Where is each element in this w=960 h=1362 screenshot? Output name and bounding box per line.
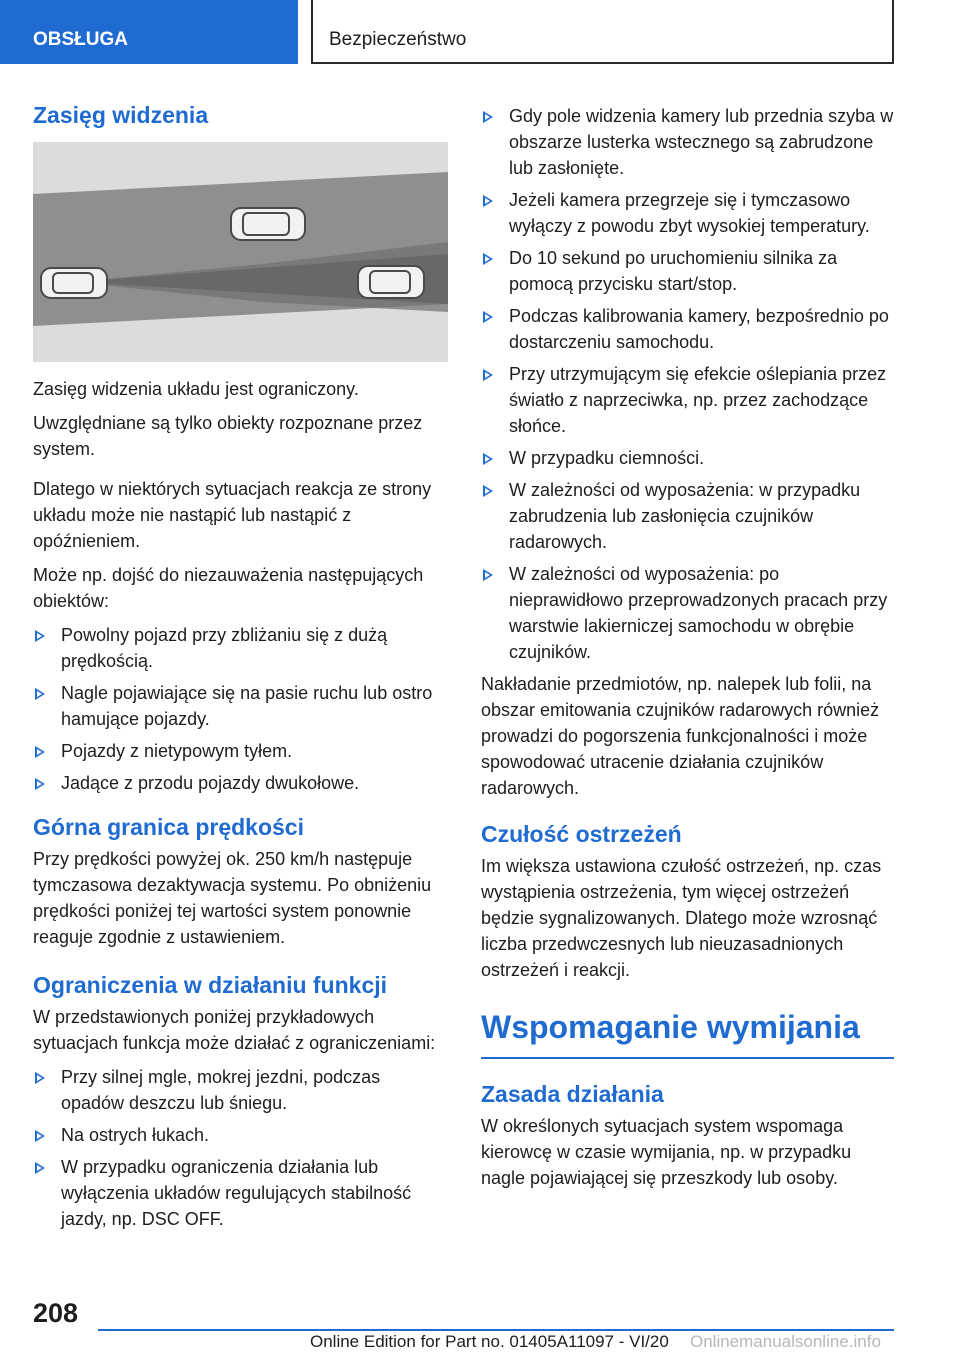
paragraph: W określonych sytuacjach system wspomaga kierowcę w czasie wymijania, np. w przypadku nagle pojawiającej się przeszkody lub osoby. — [481, 1116, 852, 1188]
bullet-list — [33, 622, 448, 796]
triangle-bullet-icon — [483, 195, 493, 207]
heading-speed: Górna granica prędkości — [33, 814, 304, 840]
car-icon — [41, 268, 107, 298]
paragraph: Im większa ustawiona czułość ostrzeżeń, np. czas wystąpienia ostrzeżenia, tym więcej ostrzeżeń będzie sygnalizowanych. Dlatego może wzrosnąć liczba przedwczesnych lub nieuzasadnionych ostrzeżeń i reakcji. — [481, 856, 882, 980]
triangle-bullet-icon — [483, 111, 493, 123]
list-item: W przypadku ograniczenia działania lub wyłączenia układów regulujących stabilność jazdy, np. DSC OFF. — [33, 1154, 448, 1232]
triangle-bullet-icon — [35, 1072, 45, 1084]
triangle-bullet-icon — [35, 746, 45, 758]
list-item: Przy silnej mgle, mokrej jezdni, podczas opadów deszczu lub śniegu. — [33, 1064, 448, 1116]
bullet-list — [481, 103, 894, 665]
list-item: Przy utrzymującym się efekcie oślepiania przez światło z naprzeciwka, np. przez zachodzące słońce. — [481, 361, 894, 439]
paragraph: Dlatego w niektórych sytuacjach reakcja ze strony układu może nie nastąpić lub nastąpić z opóźnieniem. — [33, 479, 432, 551]
list-item: W przypadku ciemności. — [481, 445, 894, 471]
paragraph: Przy prędkości powyżej ok. 250 km/h następuje tymczasowa dezaktywacja systemu. Po obniżeniu prędkości poniżej tej wartości system ponownie reaguje zgodnie z ustawieniem. — [33, 849, 432, 947]
triangle-bullet-icon — [35, 1130, 45, 1142]
triangle-bullet-icon — [483, 485, 493, 497]
list-item: Podczas kalibrowania kamery, bezpośrednio po dostarczeniu samochodu. — [481, 303, 894, 355]
triangle-bullet-icon — [483, 369, 493, 381]
range-illustration — [33, 142, 448, 362]
right-column — [481, 103, 894, 1199]
left-column — [33, 98, 448, 1238]
heading-sensitivity: Czułość ostrzeżeń — [481, 821, 682, 847]
heading-main: Wspomaganie wymijania — [481, 1005, 894, 1059]
triangle-bullet-icon — [35, 688, 45, 700]
paragraph: W przedstawionych poniżej przykładowych sytuacjach funkcja może działać z ograniczeniami: — [33, 1007, 436, 1053]
triangle-bullet-icon — [35, 778, 45, 790]
paragraph: Może np. dojść do niezauważenia następujących obiektów: — [33, 565, 424, 611]
car-icon — [231, 208, 305, 240]
footer-watermark: Onlinemanualsonline.info — [690, 1332, 881, 1351]
chapter-tab: OBSŁUGA — [0, 0, 298, 64]
list-item: Gdy pole widzenia kamery lub przednia szyba w obszarze lusterka wstecznego są zabrudzone lub zasłonięte. — [481, 103, 894, 181]
bullet-list — [33, 1064, 448, 1232]
triangle-bullet-icon — [35, 1162, 45, 1174]
list-item: Nagle pojawiające się na pasie ruchu lub ostro hamujące pojazdy. — [33, 680, 448, 732]
paragraph: Uwzględniane są tylko obiekty rozpoznane przez system. — [33, 413, 423, 459]
page-number: 208 — [33, 1298, 79, 1328]
car-icon — [358, 266, 424, 298]
heading-principle: Zasada działania — [481, 1081, 664, 1107]
triangle-bullet-icon — [483, 253, 493, 265]
list-item: W zależności od wyposażenia: w przypadku zabrudzenia lub zasłonięcia czujników radarowych. — [481, 477, 894, 555]
footer-edition: Online Edition for Part no. 01405A11097 - VI/20 — [310, 1332, 669, 1351]
section-title: Bezpieczeństwo — [311, 0, 894, 64]
triangle-bullet-icon — [483, 311, 493, 323]
paragraph: Zasięg widzenia układu jest ograniczony. — [33, 379, 359, 399]
triangle-bullet-icon — [483, 453, 493, 465]
list-item: Powolny pojazd przy zbliżaniu się z dużą prędkością. — [33, 622, 448, 674]
list-item: Na ostrych łukach. — [33, 1122, 448, 1148]
list-item: Do 10 sekund po uruchomieniu silnika za pomocą przycisku start/stop. — [481, 245, 894, 297]
footer-rule — [98, 1329, 894, 1331]
heading-limits: Ograniczenia w działaniu funkcji — [33, 972, 388, 998]
list-item: W zależności od wyposażenia: po nieprawidłowo przeprowadzonych pracach przy warstwie lakierniczej samochodu w obrębie czujników. — [481, 561, 894, 665]
paragraph: Nakładanie przedmiotów, np. nalepek lub folii, na obszar emitowania czujników radarowych również prowadzi do pogorszenia funkcjonalności i może spowodować utracenie działania czujników radarowych. — [481, 674, 880, 798]
heading-range: Zasięg widzenia — [33, 102, 209, 128]
triangle-bullet-icon — [35, 630, 45, 642]
list-item: Pojazdy z nietypowym tyłem. — [33, 738, 448, 764]
list-item: Jadące z przodu pojazdy dwukołowe. — [33, 770, 448, 796]
triangle-bullet-icon — [483, 569, 493, 581]
list-item: Jeżeli kamera przegrzeje się i tymczasowo wyłączy z powodu zbyt wysokiej temperatury. — [481, 187, 894, 239]
